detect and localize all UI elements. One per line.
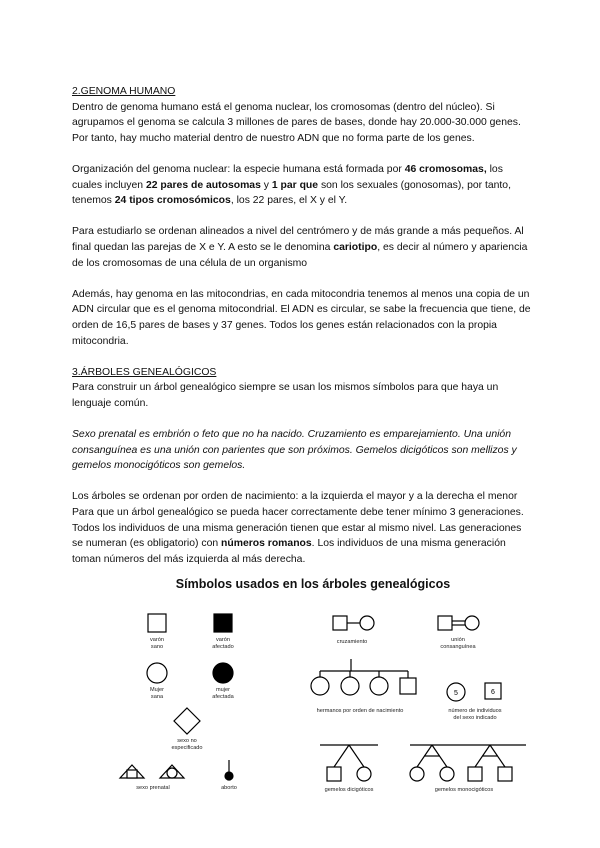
text-run: los cuales incluyen bbox=[72, 163, 503, 191]
label-mujer-afectada-1: mujer bbox=[216, 687, 230, 693]
text-run: . Los individuos de una misma generación toman números del más izquierda al más derecha. bbox=[72, 538, 506, 565]
text-run: Organización del genoma nuclear: la especie humana está formada por bbox=[72, 163, 405, 175]
text-run: , los 22 pares, el X y el Y. bbox=[230, 195, 348, 207]
label-sexo-no-1: sexo no bbox=[177, 738, 197, 744]
label-sexo-prenatal: sexo prenatal bbox=[136, 785, 170, 791]
bold-numeros-romanos: números romanos bbox=[221, 538, 312, 550]
label-mujer-afectada-2: afectada bbox=[212, 694, 234, 700]
label-varon-afectado-1: varón bbox=[216, 637, 230, 643]
consanguineous-union-symbol bbox=[438, 616, 479, 630]
text-run: Para estudiarlo se ordenan alineados a nivel del centrómero y de más grande a más pequeños. Al final quedan las parejas de X e Y. A esto se le denomina bbox=[72, 226, 524, 253]
label-sexo-no-2: especificado bbox=[171, 745, 203, 751]
bold-46-cromosomas: 46 cromosomas, bbox=[404, 163, 487, 175]
unspecified-sex-diamond bbox=[174, 708, 200, 734]
label-numero-1: número de individuos bbox=[448, 708, 502, 714]
label-hermanos: hermanos por orden de nacimiento bbox=[316, 708, 404, 714]
bold-cariotipo: cariotipo bbox=[333, 241, 378, 253]
section-2 bbox=[72, 84, 532, 146]
label-cruzamiento: cruzamiento bbox=[336, 639, 368, 645]
label-union-2: consanguínea bbox=[440, 644, 476, 650]
section-2-paragraph-3 bbox=[72, 224, 532, 271]
label-varon-sano-1: varón bbox=[150, 637, 164, 643]
female-unaffected-circle bbox=[147, 663, 167, 683]
male-affected-square bbox=[214, 614, 232, 632]
section-2-paragraph-4: Además, hay genoma en las mitocondrias, en cada mitocondria tenemos al menos una copia de un ADN circular que es el genoma mitocondrial. El ADN es circular, se sabe la frecuencia que tiene, de orden de 16,5 pares de bases y 37 genes. Todos los genes están relacionados con la propia mitocondria. bbox=[72, 288, 531, 347]
text-run: y bbox=[260, 179, 272, 191]
document-body bbox=[72, 84, 532, 583]
section-3-heading: 3.ÁRBOLES GENEALÓGICOS bbox=[72, 366, 217, 378]
monozygotic-twins-symbol bbox=[410, 745, 526, 781]
female-affected-circle bbox=[213, 663, 233, 683]
dizygotic-twins-symbol bbox=[320, 745, 378, 781]
label-varon-sano-2: sano bbox=[150, 644, 164, 650]
male-unaffected-square bbox=[148, 614, 166, 632]
label-gemelos-monocigoticos: gemelos monocigóticos bbox=[434, 787, 494, 793]
label-mujer-sana-2: sana bbox=[150, 694, 164, 700]
bold-autosomas: 22 pares de autosomas bbox=[145, 179, 261, 191]
text-run: Los árboles se ordenan por orden de nacimiento: a la izquierda el mayor y a la derecha el menor Para que un árbol genealógico se pueda hacer correctamente debe tener mínimo 3 generaciones. Todos los individuos de una misma generación tienen que estar al mismo nivel. Las generaciones se numeran (es obligatorio) con bbox=[72, 491, 524, 550]
bold-1-par: 1 par que bbox=[271, 179, 319, 191]
mating-symbol bbox=[333, 616, 374, 630]
label-union-1: unión bbox=[451, 637, 465, 643]
bold-tipos-cromosomicos: 24 tipos cromosómicos bbox=[114, 195, 231, 207]
section-2-paragraph-1: Dentro de genoma humano está el genoma nuclear, los cromosomas (dentro del núcleo). Si agrupamos el genoma se calcula 3 millones de pares de bases, donde hay 20.000-30.000 genes. Por tanto, hay mucho material dentro de nuestro ADN que no forma parte de los genes. bbox=[72, 101, 521, 144]
pedigree-symbols-figure bbox=[98, 572, 528, 802]
figure-title: Símbolos usados en los árboles genealógicos bbox=[175, 577, 451, 591]
siblings-symbol bbox=[311, 659, 416, 695]
label-varon-afectado-2: afectado bbox=[212, 644, 234, 650]
abortion-symbol bbox=[225, 760, 233, 780]
label-gemelos-dicigoticos: gemelos dicigóticos bbox=[324, 787, 374, 793]
male-count-number: 6 bbox=[491, 689, 495, 696]
section-3 bbox=[72, 365, 532, 412]
label-aborto: aborto bbox=[221, 785, 237, 791]
label-mujer-sana-1: Mujer bbox=[150, 687, 164, 693]
section-3-paragraph-3 bbox=[72, 489, 532, 567]
text-run: , es decir al número y apariencia de los cromosomas de una célula de un organismo bbox=[72, 241, 528, 269]
section-2-paragraph-2 bbox=[72, 162, 532, 209]
female-count-number: 5 bbox=[454, 690, 458, 697]
pedigree-symbols-svg bbox=[98, 572, 528, 802]
section-3-paragraph-2: Sexo prenatal es embrión o feto que no ha nacido. Cruzamiento es emparejamiento. Una unión consanguínea es una unión con parientes que son próximos. Gemelos dicigóticos son mellizos y gemelos monocigóticos son gemelos. bbox=[72, 429, 517, 472]
label-numero-2: del sexo indicado bbox=[453, 715, 497, 721]
text-run: son los sexuales (gonosomas), por tanto, tenemos bbox=[72, 179, 511, 207]
prenatal-sex-symbol bbox=[120, 765, 184, 778]
section-3-paragraph-1: Para construir un árbol genealógico siempre se usan los mismos símbolos para que haya un lenguaje común. bbox=[72, 382, 499, 409]
section-2-heading: 2.GENOMA HUMANO bbox=[72, 86, 176, 97]
